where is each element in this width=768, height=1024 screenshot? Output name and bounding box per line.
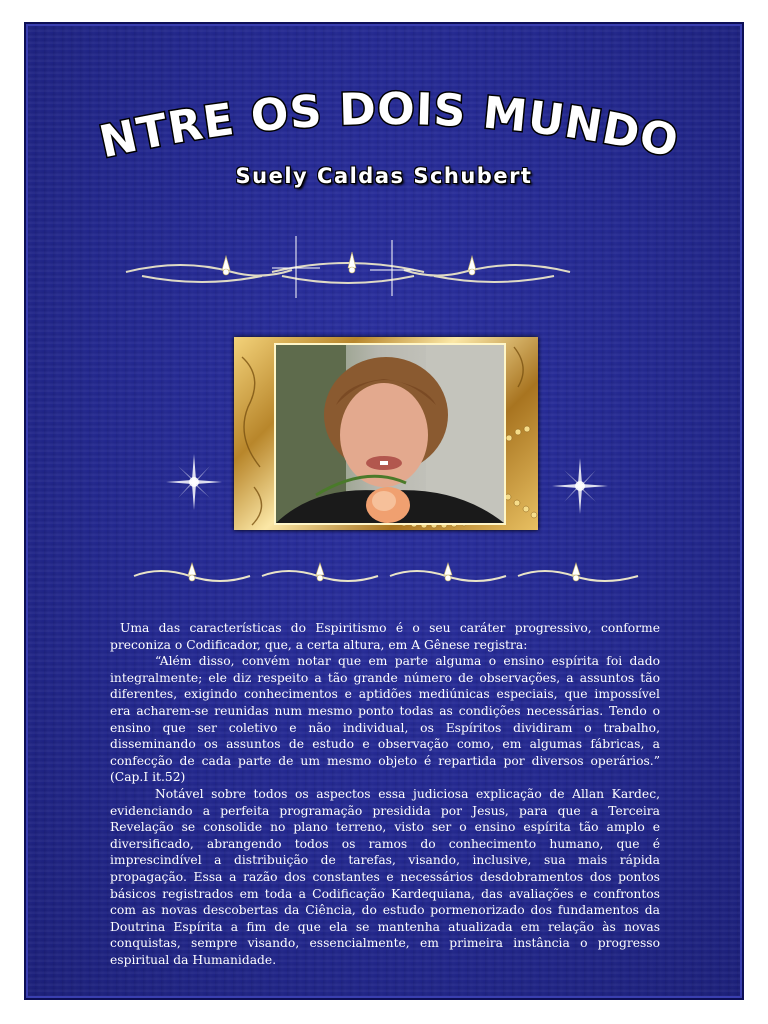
author-name: Suely Caldas Schubert (235, 164, 533, 188)
paragraph-intro: Uma das características do Espiritismo é o seu caráter progressivo, conforme preconiza o Codificador, que, a certa altura, em A Gênese registra: (110, 621, 660, 652)
article-body (110, 620, 660, 968)
author-photo (274, 343, 506, 525)
portrait-image (276, 345, 504, 523)
title-wordart (93, 36, 684, 169)
ornament-flourish-top (122, 232, 574, 300)
document-page (24, 22, 744, 1000)
photo-frame (234, 337, 538, 530)
paragraph-body: Notável sobre todos os aspectos essa judiciosa explicação de Allan Kardec, evidenciando a perfeita programação presidida por Jesus, para que a Terceira Revelação se consolide no plano terreno, visto ser o ensino espírita tão amplo e diversificado, abrangendo todos os ramos do conhecimento humano, que é imprescindível a distribuição de tarefas, visando, inclusive, sua mais rápida propagação. Essa a razão dos constantes e necessários desdobramentos dos pontos básicos registrados em toda a Codificação Kardequiana, das avaliações e confrontos com as novas descobertas da Ciência, do estudo pormenorizado dos fundamentos da Doutrina Espírita a fim de que ela se mantenha atualizada em relação às novas conquistas, sempre visando, essencialmente, em primeira instância o progresso espiritual da Humanidade. (110, 786, 660, 967)
title-text: ENTRE OS DOIS MUNDOS (93, 36, 684, 169)
sparkle-icon (164, 452, 224, 512)
page-title (93, 36, 684, 169)
ornament-flourish-bottom (130, 562, 642, 588)
paragraph-quote: “Além disso, convém notar que em parte alguma o ensino espírita foi dado integralmente; ele diz respeito a tão grande número de observações, a assuntos tão diferentes, exigindo conhecimentos e aptidões mediúnicas especiais, que impossível era acharem-se reunidas num mesmo ponto todas as condições necessárias. Tendo o ensino que ser coletivo e não individual, os Espíritos dividiram o trabalho, disseminando os assuntos de estudo e observação como, em algumas fábricas, a confecção de cada parte de um mesmo objeto é repartida por diversos operários.” (Cap.I it.52) (110, 654, 660, 785)
sparkle-icon (550, 456, 610, 516)
